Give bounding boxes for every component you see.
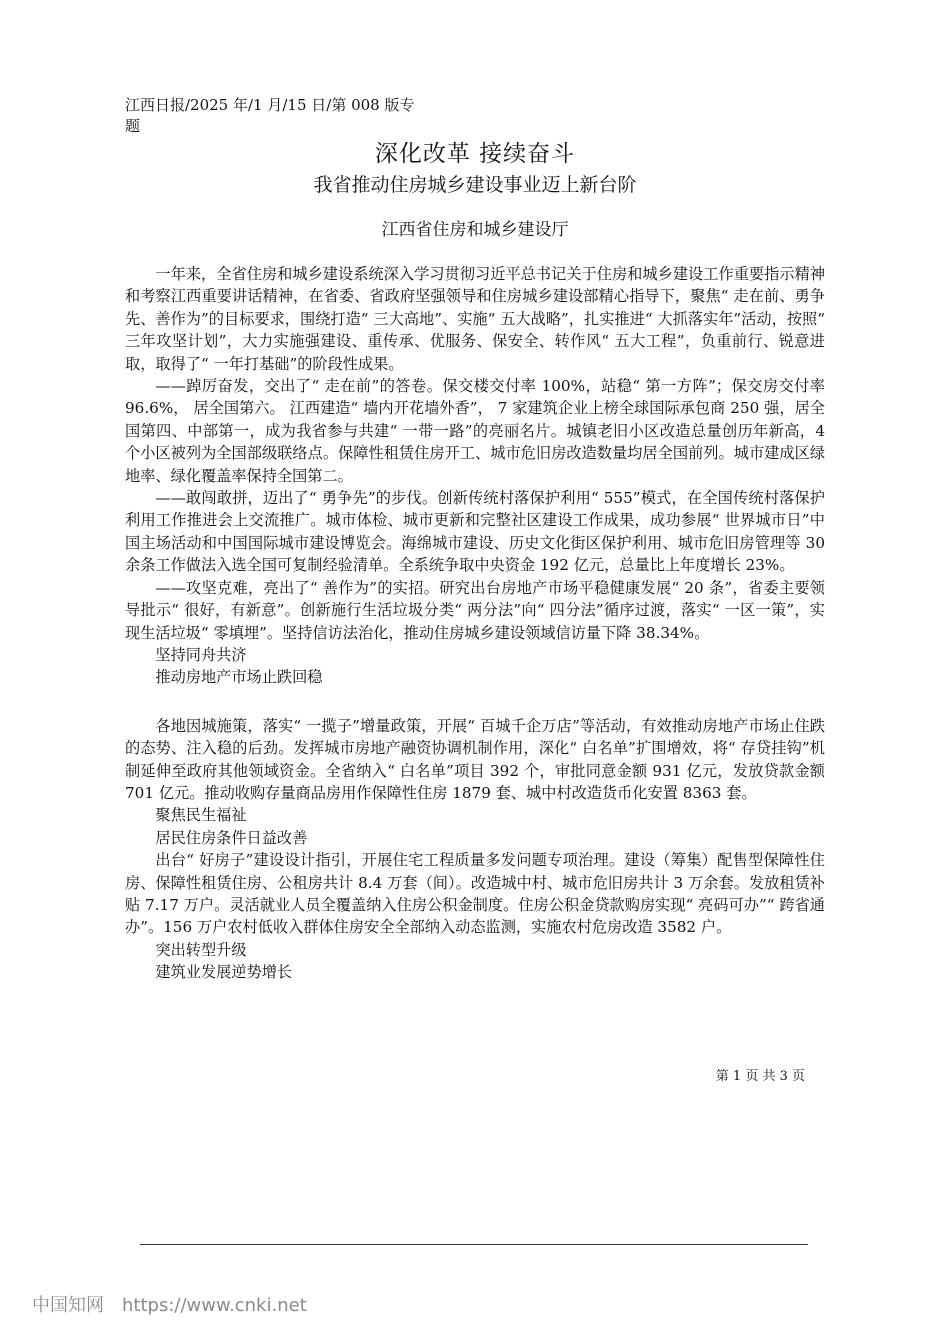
watermark-url: https://www.cnki.net: [122, 1295, 307, 1316]
source-line: 江西日报/2025 年/1 月/15 日/第 008 版专题: [125, 96, 415, 135]
section-heading: 突出转型升级: [155, 940, 247, 959]
spacer: [125, 689, 825, 715]
page-number: 第 1 页 共 3 页: [715, 1069, 805, 1084]
section-heading: 坚持同舟共济: [155, 645, 247, 664]
section-subheading: 居民住房条件日益改善: [155, 828, 308, 847]
sub-title: 我省推动住房城乡建设事业迈上新台阶: [313, 174, 637, 196]
paragraph: ——敢闯敢拼，迈出了“ 勇争先”的步伐。创新传统村落保护利用“ 555”模式，在全国传统村落保护利用工作推进会上交流推广。城市体检、城市更新和完整社区建设工作成果，成功参展“ 世界城市日”中国主场活动和中国国际城市建设博览会。海绵城市建设、历史文化街区保护利用、城市危旧房管理等 30 余条工作做法入选全国可复制经验清单。全系统争取中央资金 192 亿元，总量比上年度增长 23%。: [125, 489, 825, 575]
watermark-brand: 中国知网: [32, 1295, 104, 1316]
paragraph: 各地因城施策，落实“ 一揽子”增量政策，开展“ 百城千企万店”等活动，有效推动房地产市场止住跌的态势、注入稳的后劲。发挥城市房地产融资协调机制作用，深化“ 白名单”扩围增效，将“ 存贷挂钩”机制延伸至政府其他领域资金。全省纳入“ 白名单”项目 392 个，审批同意金额 931 亿元，发放贷款金额 701 亿元。推动收购存量商品房用作保障性住房 1879 套、城中村改造货币化安置 8363 套。: [125, 716, 825, 802]
paragraph: ——踔厉奋发，交出了“ 走在前”的答卷。保交楼交付率 100%，站稳“ 第一方阵”；保交房交付率 96.6%， 居全国第六。 江西建造“ 墙内开花墙外香”， 7 家建筑企业上榜全球国际承包商 250 强，居全国第四、中部第一，成为我省参与共建“ 一带一路”的亮丽名片。城镇老旧小区改造总量创历年新高，4 个小区被列为全国部级联络点。保障性租赁住房开工、城市危旧房改造数量均居全国前列。城市建成区绿地率、绿化覆盖率保持全国第二。: [125, 377, 825, 485]
footer-divider: [140, 1244, 808, 1245]
paragraph: ——攻坚克难，亮出了“ 善作为”的实招。研究出台房地产市场平稳健康发展“ 20 条”，省委主要领导批示“ 很好，有新意”。创新施行生活垃圾分类“ 两分法”向“ 四分法”循序过渡，落实“ 一区一策”，实现生活垃圾“ 零填埋”。坚持信访法治化，推动住房城乡建设领域信访量下降 38.34%。: [125, 578, 825, 642]
section-subheading: 建筑业发展逆势增长: [155, 963, 293, 982]
paragraph: 一年来，全省住房和城乡建设系统深入学习贯彻习近平总书记关于住房和城乡建设工作重要指示精神和考察江西重要讲话精神，在省委、省政府坚强领导和住房城乡建设部精心指导下，聚焦“ 走在前、勇争先、善作为”的目标要求，围绕打造“ 三大高地”、实施“ 五大战略”，扎实推进“ 大抓落实年”活动，按照“ 三年攻坚计划”，大力实施强建设、重传承、优服务、保安全、转作风“ 五大工程”，负重前行、锐意进取，取得了“ 一年打基础”的阶段性成果。: [125, 265, 825, 373]
main-title: 深化改革 接续奋斗: [374, 141, 576, 167]
section-heading: 聚焦民生福祉: [155, 806, 247, 825]
paragraph: 出台“ 好房子”建设设计指引，开展住宅工程质量多发问题专项治理。建设（筹集）配售型保障性住房、保障性租赁住房、公租房共计 8.4 万套（间）。改造城中村、城市危旧房共计 3 万余套。发放租赁补贴 7.17 万户。灵活就业人员全覆盖纳入住房公积金制度。住房公积金贷款购房实现“ 亮码可办”“ 跨省通办”。156 万户农村低收入群体住房安全全部纳入动态监测，实施农村危房改造 3582 户。: [125, 851, 825, 937]
section-subheading: 推动房地产市场止跌回稳: [155, 668, 323, 687]
article-body: [125, 263, 825, 984]
cnki-watermark: [32, 1294, 307, 1318]
author: 江西省住房和城乡建设厅: [381, 220, 569, 240]
